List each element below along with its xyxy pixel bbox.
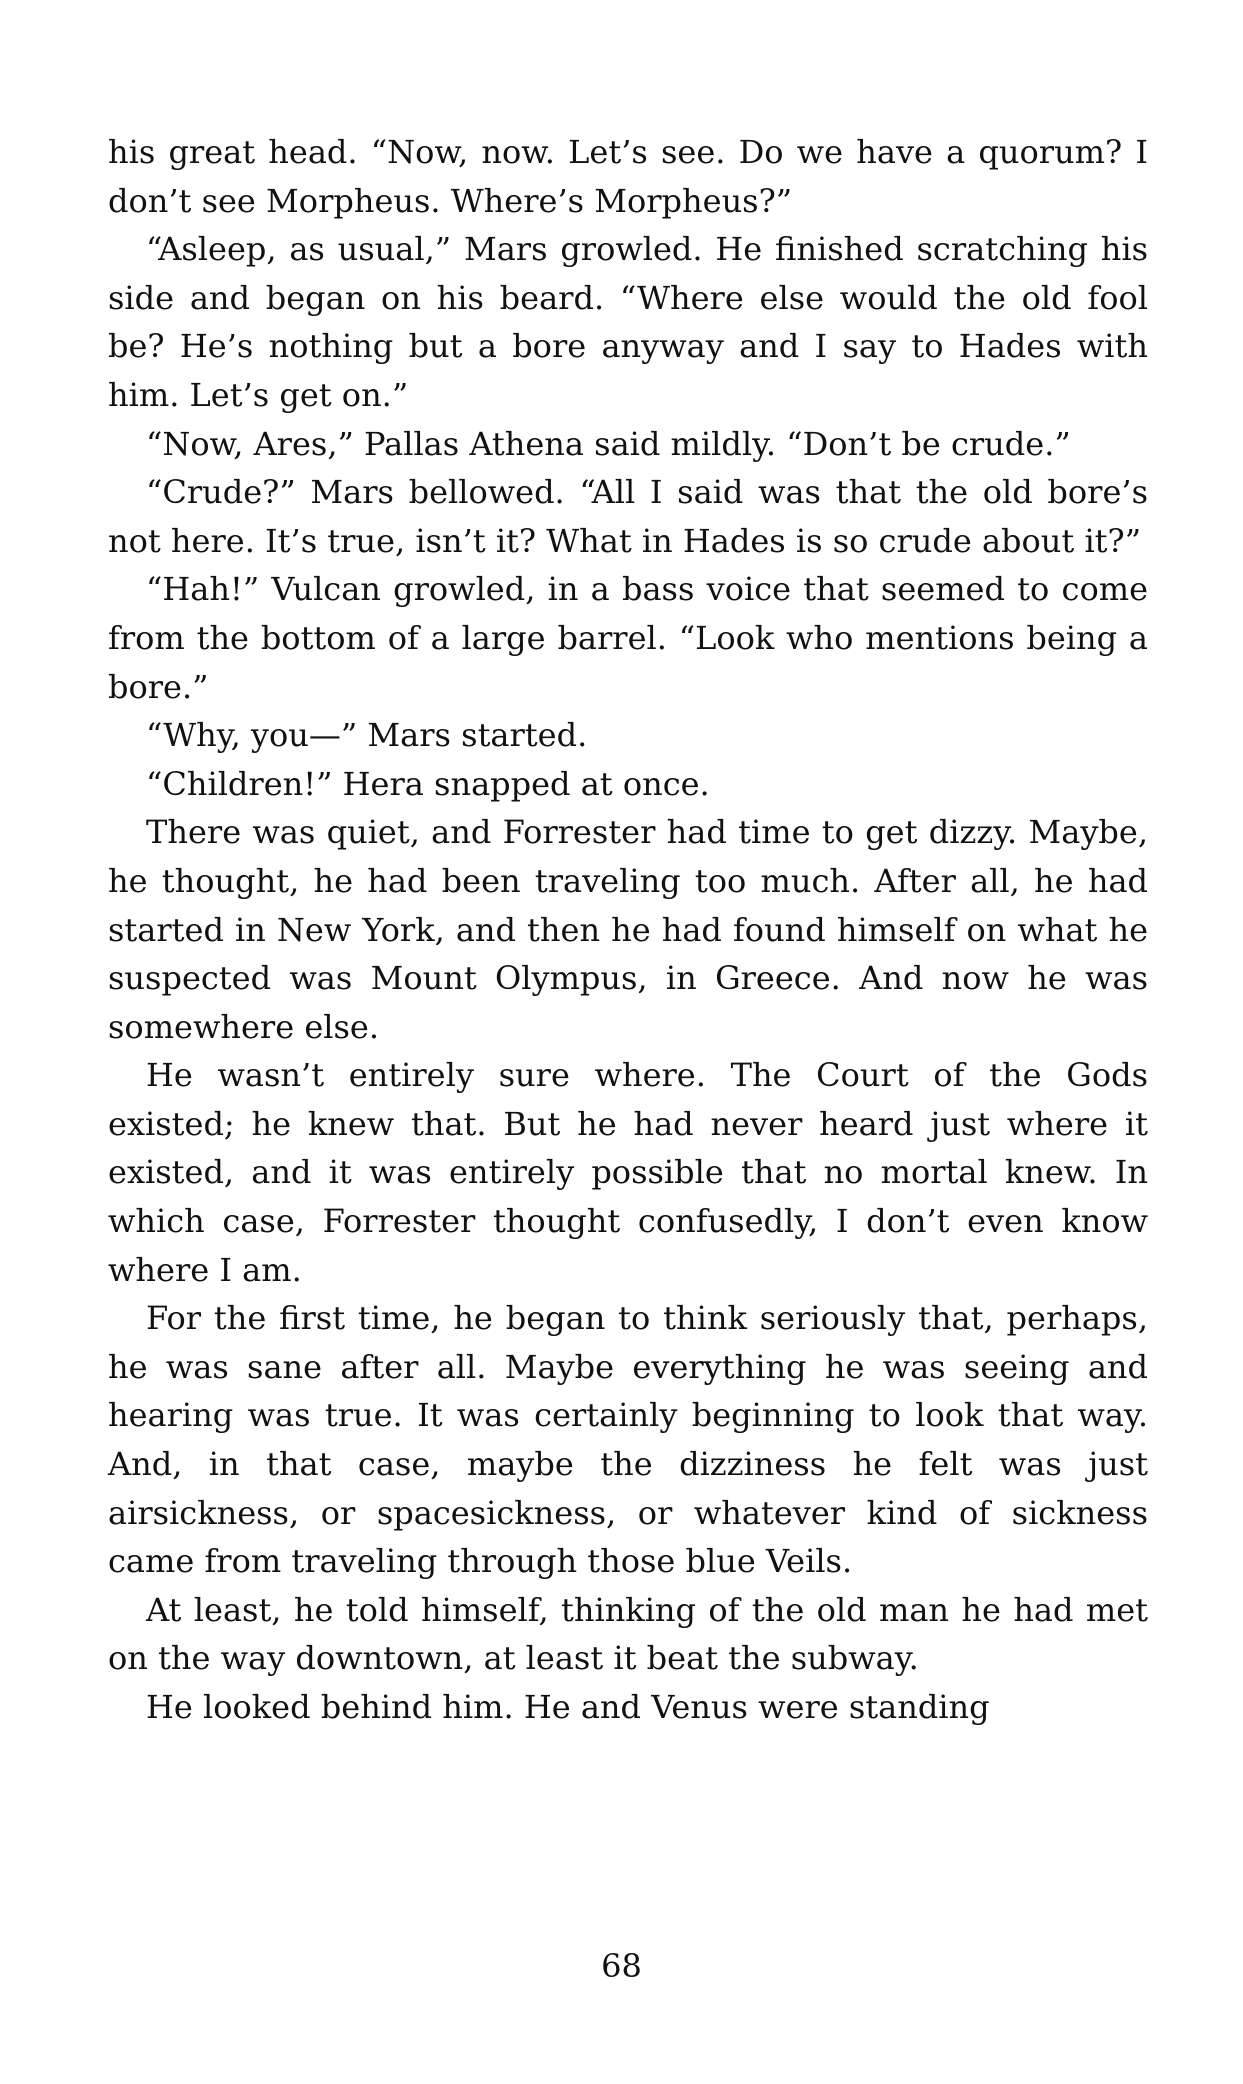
- paragraph: He wasn’t entirely sure where. The Court of the Gods existed; he knew that. But he had never heard just where it existed, and it was entirely possible that no mortal knew. In which case, Forrester thought confusedly, I don’t even know where I am.: [108, 1056, 1148, 1289]
- paragraph: For the first time, he began to think seriously that, perhaps, he was sane after all. Maybe everything he was seeing and hearing was true. It was certainly beginning to look that way. And, in that case, maybe the dizziness he felt was just airsickness, or spacesickness, or whatever kind of sickness came from traveling through those blue Veils.: [108, 1299, 1148, 1581]
- paragraph: “Asleep, as usual,” Mars growled. He finished scratching his side and began on his beard. “Where else would the old fool be? He’s nothing but a bore anyway and I say to Hades with him. Let’s get on.”: [108, 230, 1148, 414]
- paragraph: “Hah!” Vulcan growled, in a bass voice that seemed to come from the bottom of a large barrel. “Look who mentions being a bore.”: [108, 570, 1148, 706]
- paragraph: “Crude?” Mars bellowed. “All I said was that the old bore’s not here. It’s true, isn’t it? What in Hades is so crude about it?”: [108, 473, 1148, 560]
- paragraph: He looked behind him. He and Venus were standing: [146, 1688, 990, 1726]
- page-number: 68: [601, 1947, 642, 1985]
- paragraph: “Now, Ares,” Pallas Athena said mildly. “Don’t be crude.”: [146, 424, 1071, 463]
- body-text: [108, 128, 1148, 1732]
- paragraph: There was quiet, and Forrester had time to get dizzy. Maybe, he thought, he had been traveling too much. After all, he had started in New York, and then he had found himself on what he suspected was Mount Olympus, in Greece. And now he was somewhere else.: [108, 813, 1148, 1046]
- paragraph: his great head. “Now, now. Let’s see. Do we have a quorum? I don’t see Morpheus. Where’s Morpheus?”: [108, 133, 1148, 220]
- paragraph: “Children!” Hera snapped at once.: [146, 764, 710, 803]
- paragraph: At least, he told himself, thinking of the old man he had met on the way downtown, at least it beat the subway.: [108, 1590, 1148, 1678]
- paragraph: “Why, you—” Mars started.: [146, 716, 588, 755]
